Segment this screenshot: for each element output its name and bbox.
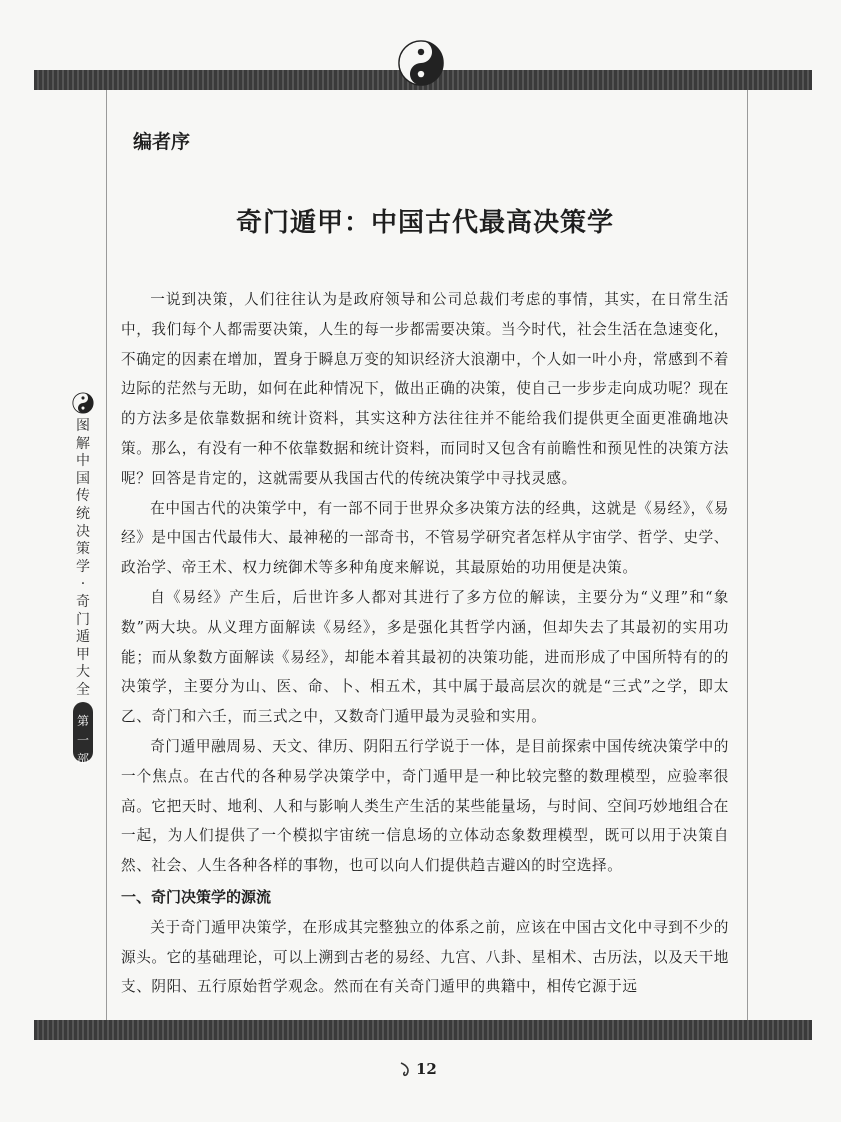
yin-yang-icon: [398, 40, 444, 86]
part-badge: 第一部: [73, 702, 93, 762]
book-title: 图解中国传统决策学·奇门遁甲大全: [76, 418, 90, 698]
paragraph: 关于奇门遁甲决策学，在形成其完整独立的体系之前，应该在中国古文化中寻到不少的源头。它的基础理论，可以上溯到古老的易经、九宫、八卦、星相术、古历法，以及天干地支、阴阳、五行原始哲学观念。然而在有关奇门遁甲的典籍中，相传它源于远: [121, 918, 729, 996]
paragraph: 一说到决策，人们往往认为是政府领导和公司总裁们考虑的事情，其实，在日常生活中，我们每个人都需要决策，人生的每一步都需要决策。当今时代，社会生活在急速变化，不确定的因素在增加，置身于瞬息万变的知识经济大浪潮中，个人如一叶小舟，常感到不着边际的茫然与无助，如何在此种情况下，做出正确的决策，使自己一步步走向成功呢？现在的方法多是依靠数据和统计资料，其实这种方法往往并不能给我们提供更全面更准确地决策。那么，有没有一种不依靠数据和统计资料，而同时又包含有前瞻性和预见性的决策方法呢？回答是肯定的，这就需要从我国古代的传统决策学中寻找灵感。: [121, 291, 729, 487]
footer-bar: [34, 1020, 812, 1040]
body-text: [121, 285, 729, 1002]
page-number-block: [400, 1060, 437, 1078]
preface-label: 编者序: [133, 131, 191, 153]
page-title: 奇门遁甲：中国古代最高决策学: [235, 208, 614, 238]
side-running-title: [68, 392, 98, 766]
paragraph: 奇门遁甲融周易、天文、律历、阴阳五行学说于一体，是目前探索中国传统决策学中的一个焦点。在古代的各种易学决策学中，奇门遁甲是一种比较完整的数理模型，应验率很高。它把天时、地利、人和与影响人类生产生活的某些能量场，与时间、空间巧妙地组合在一起，为人们提供了一个模拟宇宙统一信息场的立体动态象数理模型，既可以用于决策自然、社会、人生各种各样的事物，也可以向人们提供趋吉避凶的时空选择。: [121, 737, 729, 875]
section-heading: 一、奇门决策学的源流: [121, 887, 272, 906]
swirl-ornament-icon: [400, 1061, 414, 1077]
yin-yang-icon: [72, 392, 94, 414]
page-number: 12: [416, 1060, 437, 1078]
paragraph: 自《易经》产生后，后世许多人都对其进行了多方位的解读，主要分为“义理”和“象数”两大块。从义理方面解读《易经》，多是强化其哲学内涵，但却失去了其最初的实用功能；而从象数方面解读《易经》，却能本着其最初的决策功能，进而形成了中国所特有的的决策学，主要分为山、医、命、卜、相五术，其中属于最高层次的就是“三式”之学，即太乙、奇门和六壬，而三式之中，又数奇门遁甲最为灵验和实用。: [121, 588, 729, 726]
paragraph: 在中国古代的决策学中，有一部不同于世界众多决策方法的经典，这就是《易经》，《易经》是中国古代最伟大、最神秘的一部奇书，不管易学研究者怎样从宇宙学、哲学、史学、政治学、帝王术、权力统御术等多种角度来解说，其最原始的功用便是决策。: [121, 499, 729, 577]
